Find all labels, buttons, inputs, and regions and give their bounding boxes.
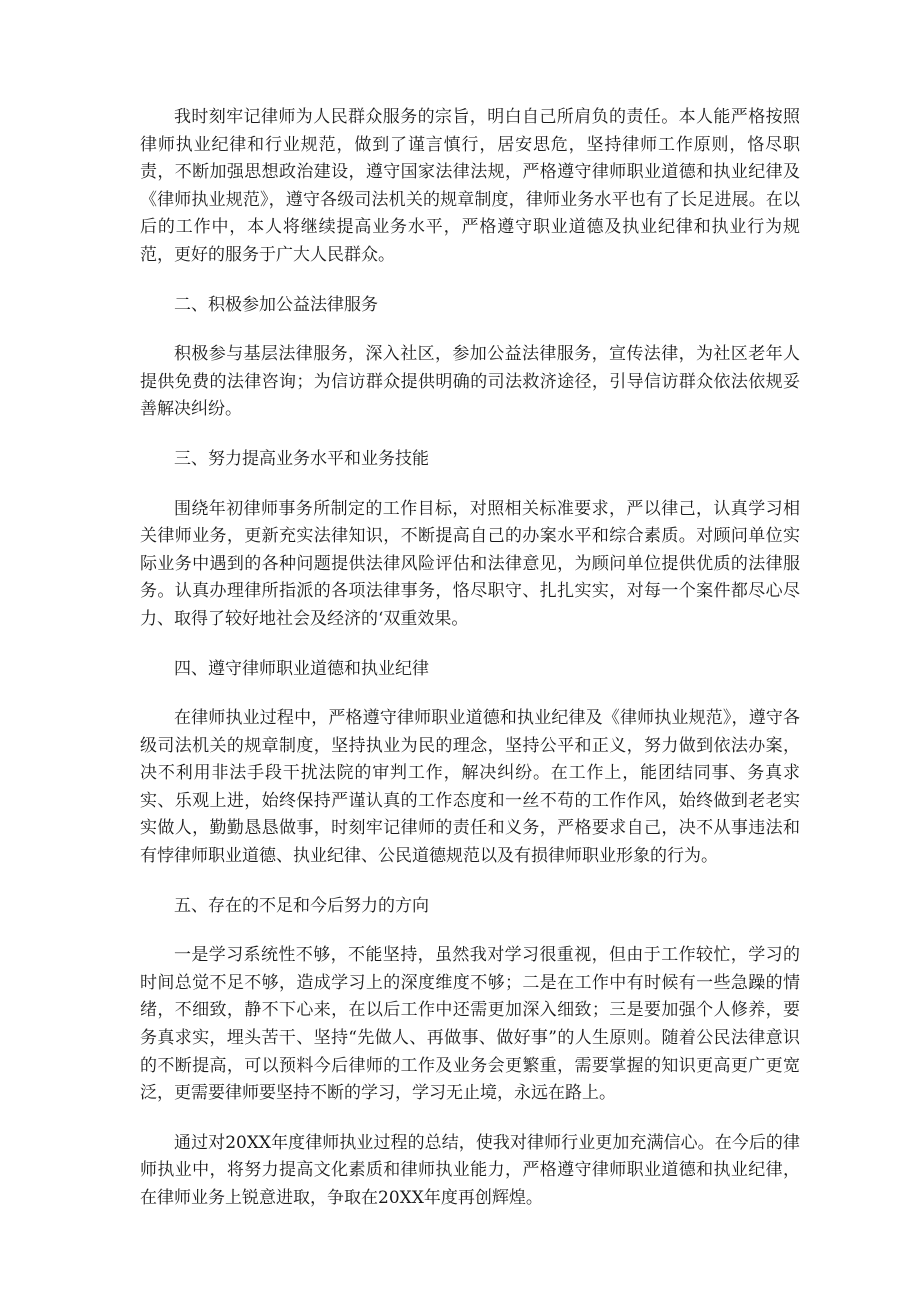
paragraph-conclusion: 通过对20XX年度律师执业过程的总结，使我对律师行业更加充满信心。在今后的律师执业中，将努力提高文化素质和律师执业能力，严格遵守律师职业道德和执业纪律，在律师业务上锐意进取，争取在20XX年度再创辉煌。 (140, 1132, 800, 1208)
section-heading-4: 四、遵守律师职业道德和执业纪律 (174, 658, 429, 679)
section-heading-5: 五、存在的不足和今后努力的方向 (174, 895, 429, 916)
paragraph-ethics: 在律师执业过程中，严格遵守律师职业道德和执业纪律及《律师执业规范》，遵守各级司法机关的规章制度，坚持执业为民的理念，坚持公平和正义，努力做到依法办案，决不利用非法手段干扰法院的审判工作，解决纠纷。在工作上，能团结同事、务真求实、乐观上进，始终保持严谨认真的工作态度和一丝不苟的工作作风，始终做到老老实实做人，勤勤恳恳做事，时刻牢记律师的责任和义务，严格要求自己，决不从事违法和有悖律师职业道德、执业纪律、公民道德规范以及有损律师职业形象的行为。 (140, 708, 800, 867)
paragraph-intro: 我时刻牢记律师为人民群众服务的宗旨，明白自己所肩负的责任。本人能严格按照律师执业纪律和行业规范，做到了谨言慎行，居安思危，坚持律师工作原则，恪尽职责，不断加强思想政治建设，遵守国家法律法规，严格遵守律师职业道德和执业纪律及《律师执业规范》，遵守各级司法机关的规章制度，律师业务水平也有了长足进展。在以后的工作中，本人将继续提高业务水平，严格遵守职业道德及执业纪律和执业行为规范，更好的服务于广大人民群众。 (140, 107, 800, 265)
document-page (140, 104, 800, 1213)
paragraph-skills: 围绕年初律师事务所制定的工作目标，对照相关标准要求，严以律己，认真学习相关律师业务，更新充实法律知识，不断提高自己的办案水平和综合素质。对顾问单位实际业务中遇到的各种问题提供法律风险评估和法律意见，为顾问单位提供优质的法律服务。认真办理律所指派的各项法律事务，恪尽职守、扎扎实实，对每一个案件都尽心尽力、取得了较好地社会及经济的‘双重效果。 (140, 498, 800, 629)
section-heading-3: 三、努力提高业务水平和业务技能 (174, 448, 429, 469)
paragraph-shortcomings: 一是学习系统性不够，不能坚持，虽然我对学习很重视，但由于工作较忙，学习的时间总觉不足不够，造成学习上的深度维度不够；二是在工作中有时候有一些急躁的情绪，不细致，静不下心来，在以后工作中还需更加深入细致；三是要加强个人修养，要务真求实，埋头苦干、坚持“先做人、再做事、做好事”的人生原则。随着公民法律意识的不断提高，可以预料今后律师的工作及业务会更繁重，需要掌握的知识更高更广更宽泛，更需要律师要坚持不断的学习，学习无止境，永远在路上。 (140, 945, 800, 1104)
paragraph-public-service: 积极参与基层法律服务，深入社区，参加公益法律服务，宣传法律，为社区老年人提供免费的法律咨询；为信访群众提供明确的司法救济途径，引导信访群众依法依规妥善解决纠纷。 (140, 344, 800, 420)
section-heading-2: 二、积极参加公益法律服务 (174, 294, 378, 315)
